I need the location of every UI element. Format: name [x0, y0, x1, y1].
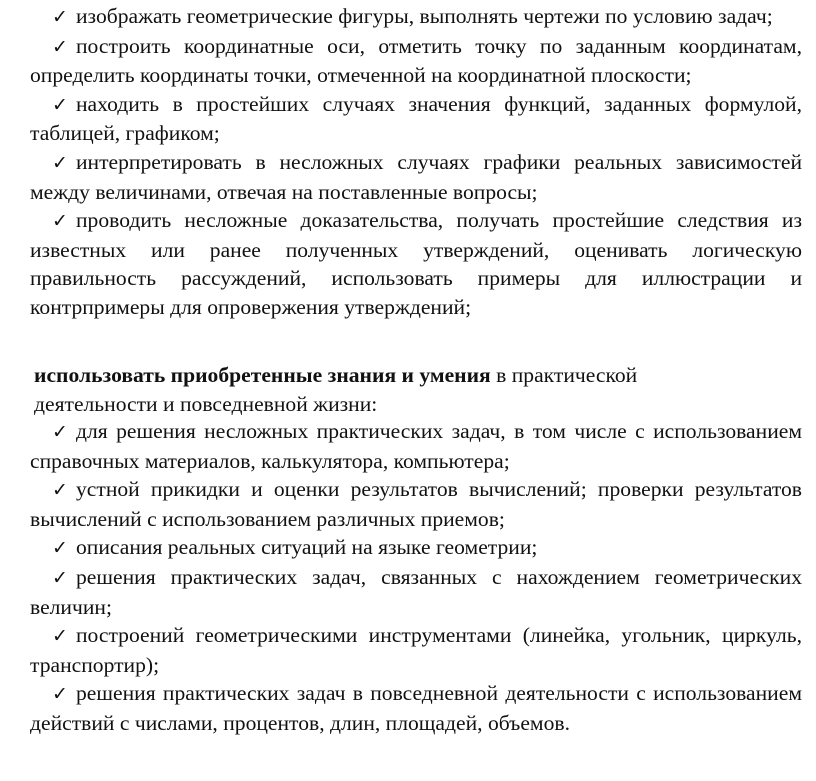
section-heading-rest: в практической: [490, 363, 638, 387]
skills-list: [30, 2, 802, 322]
checkmark-icon: ✓: [52, 210, 68, 233]
section-heading: [34, 361, 794, 418]
list-item: ✓ находить в простейших случаях значения функций, заданных формулой, таблицей, графиком;: [30, 91, 802, 146]
checkmark-icon: ✓: [52, 625, 68, 648]
checkmark-icon: ✓: [52, 683, 68, 706]
checkmark-icon: ✓: [52, 421, 68, 443]
list-item: ✓ описания реальных ситуаций на языке геометрии;: [30, 533, 802, 563]
section-heading-continuation: деятельности и повседневной жизни:: [34, 391, 378, 416]
list-item: ✓ построить координатные оси, отметить точку по заданным координатам, определить координаты точки, отмеченной на координатной плоскости;: [30, 33, 802, 88]
checkmark-icon: ✓: [52, 537, 68, 560]
checkmark-icon: ✓: [52, 566, 68, 589]
list-item: ✓ решения практических задач, связанных с нахождением геометрических величин;: [30, 564, 802, 619]
checkmark-icon: ✓: [52, 151, 68, 174]
list-item: ✓ изображать геометрические фигуры, выполнять чертежи по условию задач;: [30, 2, 802, 32]
list-item: ✓ для решения несложных практических задач, в том числе с использованием справочных материалов, калькулятора, компьютера;: [30, 419, 802, 473]
list-item: ✓ проводить несложные доказательства, получать простейшие следствия из известных или ранее полученных утверждений, оценивать логическую правильность рассуждений, использовать примеры для иллюстрации и контрпримеры для опровержения утверждений;: [30, 208, 802, 319]
list-item: ✓ построений геометрическими инструментами (линейка, угольник, циркуль, транспортир);: [30, 623, 802, 677]
checkmark-icon: ✓: [52, 35, 68, 58]
list-item: ✓ устной прикидки и оценки результатов вычислений; проверки результатов вычислений с использованием различных приемов;: [30, 477, 802, 531]
checkmark-icon: ✓: [52, 479, 68, 502]
list-item: ✓ решения практических задач в повседневной деятельности с использованием действий с числами, процентов, длин, площадей, объемов.: [30, 681, 802, 735]
section-heading-bold: использовать приобретенные знания и умения: [34, 363, 491, 387]
applications-list: [30, 417, 802, 738]
checkmark-icon: ✓: [52, 6, 68, 28]
checkmark-icon: ✓: [52, 93, 68, 116]
list-item: ✓ интерпретировать в несложных случаях графики реальных зависимостей между величинами, отвечая на поставленные вопросы;: [30, 149, 802, 204]
